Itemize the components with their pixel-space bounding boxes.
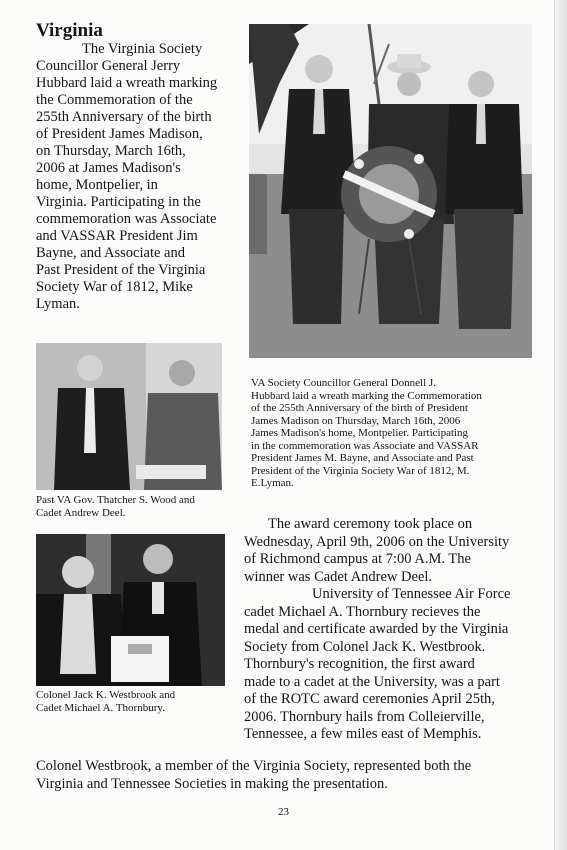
caption-line: Colonel Jack K. Westbrook and (36, 689, 176, 701)
intro-line: Hubbard laid a wreath marking (36, 75, 218, 91)
body-line: The award ceremony took place on (268, 516, 473, 532)
closing-paragraph (36, 757, 536, 793)
intro-line: Society War of 1812, Mike (36, 279, 193, 295)
intro-line: Past President of the Virginia (36, 262, 206, 278)
wreath-photo (249, 24, 532, 358)
caption-line: in the commemoration was Associate and VASSAR (251, 439, 479, 452)
body-line: Virginia and Tennessee Societies in making the presentation. (36, 776, 388, 792)
intro-line: of President James Madison, (36, 126, 203, 142)
body-line: winner was Cadet Andrew Deel. (244, 568, 433, 585)
caption-line: James Madison's home, Montpelier. Participating (251, 427, 469, 439)
body-line: Wednesday, April 9th, 2006 on the University (244, 533, 510, 550)
intro-line: 255th Anniversary of the birth (36, 109, 212, 125)
body-line: of the ROTC award ceremonies April 25th, (244, 691, 495, 707)
page-heading: Virginia (36, 20, 103, 41)
body-line: of Richmond campus at 7:00 A.M. The (244, 551, 471, 567)
intro-line: home, Montpelier, in (36, 177, 158, 193)
caption-line: James Madison on Thursday, March 16th, 2006 (251, 414, 461, 427)
intro-line: Virginia. Participating in the (36, 194, 201, 210)
caption-line: VA Society Councillor General Donnell J. (251, 377, 436, 389)
caption-line: of the 255th Anniversary of the birth of President (251, 402, 468, 414)
westbrook-caption (36, 689, 236, 714)
wood-deel-photo (36, 343, 222, 490)
body-line: medal and certificate awarded by the Virginia (244, 621, 509, 637)
intro-paragraph (36, 41, 236, 313)
body-line: Society from Colonel Jack K. Westbrook. (244, 638, 486, 655)
intro-line: commemoration was Associate (36, 211, 217, 227)
intro-line: The Virginia Society (82, 41, 203, 57)
caption-line: Cadet Michael A. Thornbury. (36, 701, 165, 714)
body-line: Tennessee, a few miles east of Memphis. (244, 726, 482, 742)
body-line: Thornbury's recognition, the first award (244, 656, 475, 672)
body-line: cadet Michael A. Thornbury recieves the (244, 603, 481, 620)
body-line: Colonel Westbrook, a member of the Virginia Society, represented both the (36, 758, 472, 774)
intro-line: on Thursday, March 16th, (36, 143, 186, 159)
caption-line: President James M. Bayne, and Associate and Past (251, 452, 474, 464)
intro-line: Councillor General Jerry (36, 58, 181, 74)
wreath-caption (251, 377, 536, 490)
caption-line: President of the Virginia Society War of 1812, M. (251, 464, 470, 477)
caption-line: E.Lyman. (251, 477, 294, 489)
caption-line: Cadet Andrew Deel. (36, 506, 126, 519)
page-edge (554, 0, 567, 850)
intro-line: Bayne, and Associate and (36, 245, 185, 261)
intro-line: and VASSAR President Jim (36, 228, 198, 244)
body-line: University of Tennessee Air Force (312, 586, 511, 602)
caption-line: Hubbard laid a wreath marking the Commemoration (251, 389, 482, 402)
body-line: 2006. Thornbury hails from Colleierville, (244, 708, 485, 725)
westbrook-thornbury-photo (36, 534, 225, 686)
wood-deel-caption (36, 494, 236, 519)
caption-line: Past VA Gov. Thatcher S. Wood and (36, 494, 195, 506)
award-paragraphs (244, 516, 534, 744)
page-number: 23 (278, 806, 289, 818)
intro-line: the Commemoration of the (36, 92, 193, 108)
intro-line: Lyman. (36, 296, 80, 312)
body-line: made to a cadet at the University, was a part (244, 673, 500, 690)
intro-line: 2006 at James Madison's (36, 160, 181, 176)
